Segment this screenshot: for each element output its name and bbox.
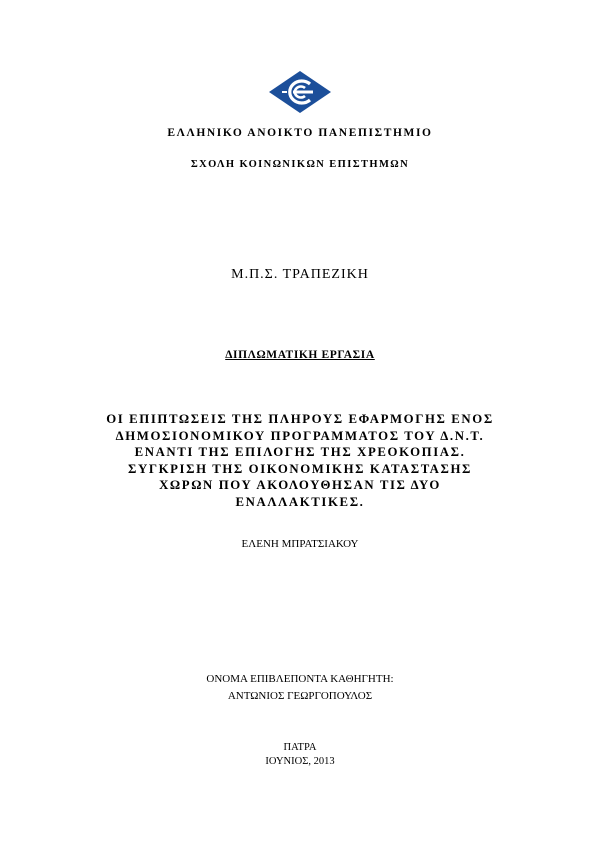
thesis-title (0, 411, 600, 510)
title-line: ΕΝΑΝΤΙ ΤΗΣ ΕΠΙΛΟΓΗΣ ΤΗΣ ΧΡΕΟΚΟΠΙΑΣ. (134, 445, 466, 459)
author-name: ΕΛΕΝΗ ΜΠΡΑΤΣΙΑΚΟΥ (241, 538, 359, 550)
title-line: ΔΗΜΟΣΙΟΝΟΜΙΚΟΥ ΠΡΟΓΡΑΜΜΑΤΟΣ ΤΟΥ Δ.Ν.Τ. (115, 428, 485, 443)
supervisor-label: ΟΝΟΜΑ ΕΠΙΒΛΕΠΟΝΤΑ ΚΑΘΗΓΗΤΗ: (206, 673, 394, 685)
city: ΠΑΤΡΑ (283, 742, 317, 753)
school-name: ΣΧΟΛΗ ΚΟΙΝΩΝΙΚΩΝ ΕΠΙΣΤΗΜΩΝ (190, 159, 410, 170)
university-name: ΕΛΛΗΝΙΚΟ ΑΝΟΙΚΤΟ ΠΑΝΕΠΙΣΤΗΜΙΟ (167, 127, 433, 139)
title-line: ΣΥΓΚΡΙΣΗ ΤΗΣ ΟΙΚΟΝΟΜΙΚΗΣ ΚΑΤΑΣΤΑΣΗΣ (128, 461, 472, 476)
title-line: ΟΙ ΕΠΙΠΤΩΣΕΙΣ ΤΗΣ ΠΛΗΡΟΥΣ ΕΦΑΡΜΟΓΗΣ ΕΝΟΣ (106, 412, 494, 426)
thesis-type: ΔΙΠΛΩΜΑΤΙΚΗ ΕΡΓΑΣΙΑ (225, 349, 375, 361)
date: ΙΟΥΝΙΟΣ, 2013 (265, 756, 335, 767)
title-line: ΧΩΡΩΝ ΠΟΥ ΑΚΟΛΟΥΘΗΣΑΝ ΤΙΣ ΔΥΟ (159, 478, 441, 492)
supervisor-name: ΑΝΤΩΝΙΟΣ ΓΕΩΡΓΟΠΟΥΛΟΣ (227, 690, 373, 702)
title-line: ΕΝΑΛΛΑΚΤΙΚΕΣ. (235, 494, 365, 509)
program-name: Μ.Π.Σ. ΤΡΑΠΕΖΙΚΗ (231, 267, 369, 282)
university-logo-icon (268, 70, 332, 114)
